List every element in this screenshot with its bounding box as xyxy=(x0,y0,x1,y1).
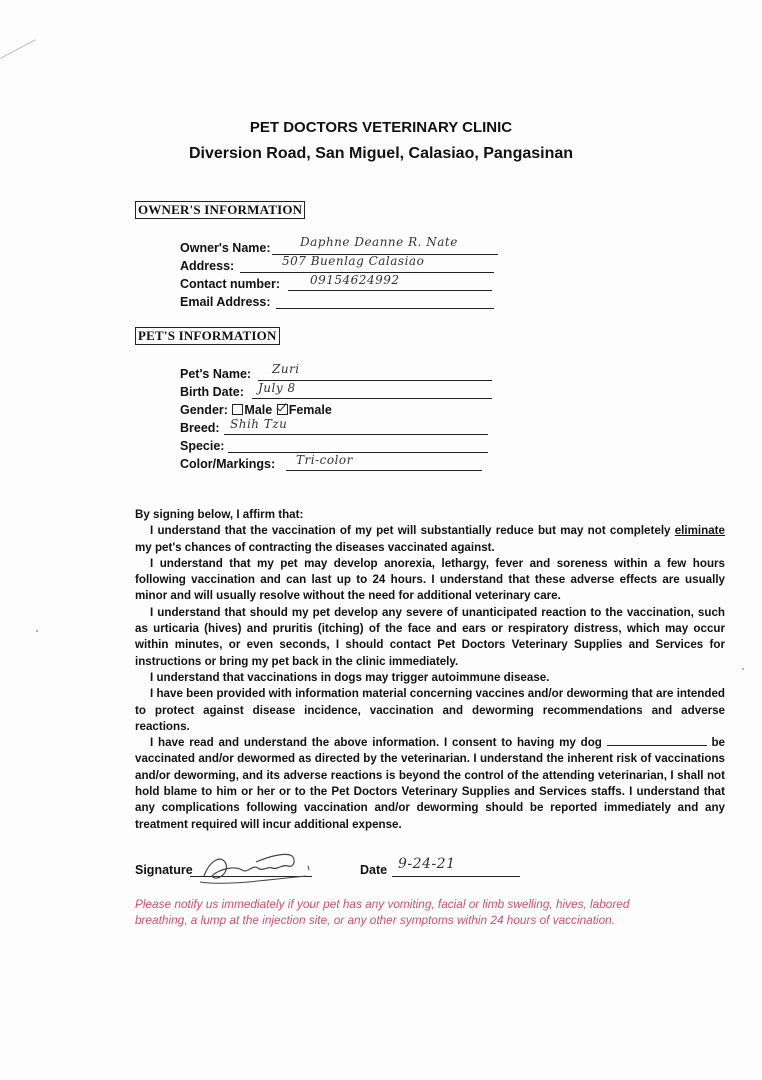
consent-lead: By signing below, I affirm that: xyxy=(135,508,304,521)
pet-name-label: Pet's Name: xyxy=(180,367,252,381)
consent-paragraph-2: I understand that my pet may develop anorexia, lethargy, fever and soreness within a few hours following vaccination and can last up to 24 hours. I understand that these adverse effects are usually minor and will usually resolve without the need for additional veterinary care. xyxy=(135,556,725,603)
date-line xyxy=(392,876,520,877)
scan-speck xyxy=(742,668,744,670)
color-markings-value[interactable]: Tri-color xyxy=(296,453,353,467)
gender-label: Gender: xyxy=(180,403,228,417)
pet-name-value[interactable]: Zuri xyxy=(272,362,300,376)
specie-label: Specie: xyxy=(180,439,225,453)
email-line xyxy=(276,308,494,309)
owner-name-label: Owner's Name: xyxy=(180,241,271,255)
consent-paragraph-5: I have been provided with information material concerning vaccines and/or deworming that are intended to protect against disease incidence, vaccination and deworming recommendations and adverse reactions. xyxy=(135,687,725,733)
consent-paragraph-4: I understand that vaccinations in dogs may trigger autoimmune disease. xyxy=(150,670,550,684)
dog-name-blank[interactable] xyxy=(607,735,707,746)
gender-male-label: Male xyxy=(244,403,273,417)
breed-value[interactable]: Shih Tzu xyxy=(230,417,288,431)
consent-paragraph-6: I have read and understand the above information. I consent to having my dog be vaccinated and/or dewormed as directed by the veterinarian. I understand the inherent risk of vaccinations and/or deworming, and its adverse reactions is beyond the control of the attending veterinarian, I shall not hold blame to him or her or to the Pet Doctors Veterinary Supplies and Services staffs. I understand that any complications following vaccination and/or deworming should be reported immediately and any treatment required will incur additional expense. xyxy=(135,736,725,831)
pet-section-title: PET'S INFORMATION xyxy=(135,327,280,345)
gender-female-checkbox[interactable] xyxy=(277,404,288,415)
signature-label: Signature xyxy=(135,863,193,877)
color-markings-line xyxy=(286,470,482,471)
signature-mark[interactable] xyxy=(196,846,316,888)
owner-name-value[interactable]: Daphne Deanne R. Nate xyxy=(300,235,458,249)
scan-artifact-line xyxy=(0,39,36,59)
date-label: Date xyxy=(360,863,388,877)
eliminate-word: eliminate xyxy=(674,524,725,538)
notice-line-1: Please notify us immediately if your pet has any vomiting, facial or limb swelling, hives, labored xyxy=(135,897,630,911)
scan-speck xyxy=(36,630,38,632)
gender-male-checkbox[interactable] xyxy=(232,404,243,415)
notice-line-2: breathing, a lump at the injection site, or any other symptoms within 24 hours of vaccination. xyxy=(135,913,615,927)
breed-line xyxy=(224,434,488,435)
specie-line xyxy=(228,452,488,453)
contact-number-line xyxy=(288,290,492,291)
birth-date-line xyxy=(252,398,492,399)
consent-paragraph-3: I understand that should my pet develop any severe of unanticipated reaction to the vaccination, such as urticaria (hives) and pruritis (itching) of the face and ears or respiratory distress, which may occur within minutes, or even seconds, I should contact Pet Doctors Veterinary Supplies and Services for instructions or bring my pet back in the clinic immediately. xyxy=(135,605,725,668)
clinic-address: Diversion Road, San Miguel, Calasiao, Pangasinan xyxy=(188,145,574,162)
date-value[interactable]: 9-24-21 xyxy=(398,856,456,872)
email-label: Email Address: xyxy=(180,295,271,309)
birth-date-label: Birth Date: xyxy=(180,385,244,399)
address-label: Address: xyxy=(180,259,235,273)
consent-paragraph-1: I understand that the vaccination of my pet will substantially reduce but may not completely eliminate my pet's chances of contracting the diseases vaccinated against. xyxy=(135,524,725,554)
color-markings-label: Color/Markings: xyxy=(180,457,276,471)
consent-text xyxy=(135,507,725,833)
birth-date-value[interactable]: July 8 xyxy=(258,381,296,395)
address-value[interactable]: 507 Buenlag Calasiao xyxy=(282,254,425,268)
breed-label: Breed: xyxy=(180,421,220,435)
owner-section-title: OWNER'S INFORMATION xyxy=(135,201,305,219)
contact-number-value[interactable]: 09154624992 xyxy=(310,273,400,287)
gender-female-label: Female xyxy=(288,403,332,417)
notice xyxy=(135,896,735,928)
contact-number-label: Contact number: xyxy=(180,277,280,291)
gender-row xyxy=(180,402,332,418)
clinic-name: PET DOCTORS VETERINARY CLINIC xyxy=(249,119,513,136)
